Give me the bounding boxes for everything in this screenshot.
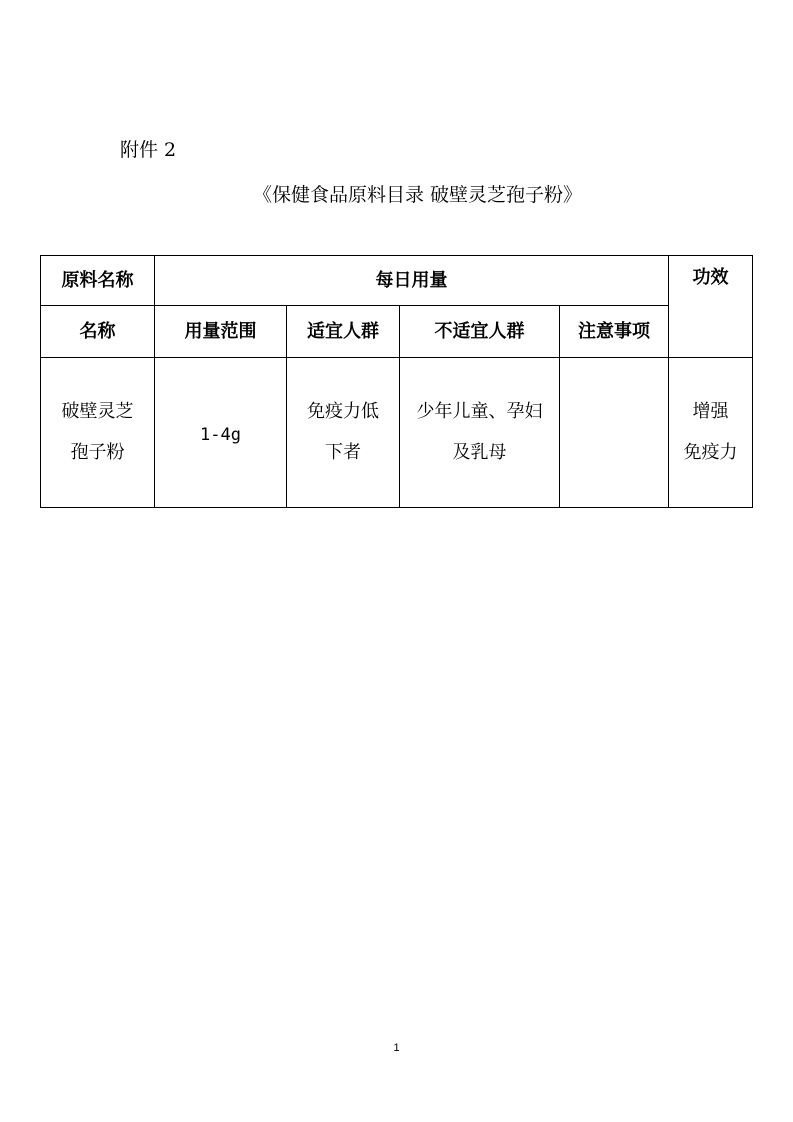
- cell-name-line1: 破壁灵芝: [61, 401, 134, 422]
- header-effect: 功效: [669, 256, 753, 358]
- cell-effect: [669, 358, 753, 508]
- attachment-label: 附件 2: [120, 139, 177, 161]
- cell-unsuitable-line1: 少年儿童、孕妇: [416, 401, 543, 422]
- table-header-row-1: [41, 256, 753, 306]
- table-row: [41, 358, 753, 508]
- ingredient-catalog-table: [40, 255, 753, 508]
- cell-unsuitable-line2: 及乳母: [452, 442, 507, 463]
- cell-dosage-range: 1-4g: [155, 358, 287, 508]
- cell-suitable-line1: 免疫力低: [307, 401, 379, 422]
- cell-unsuitable-people: [400, 358, 560, 508]
- header-material-name: 原料名称: [41, 256, 155, 306]
- cell-effect-line1: 增强: [692, 401, 729, 422]
- cell-suitable-line2: 下者: [325, 442, 361, 463]
- header-daily-amount: 每日用量: [155, 256, 669, 306]
- cell-suitable-people: [287, 358, 400, 508]
- header-unsuitable-people: 不适宜人群: [400, 306, 560, 358]
- table-header-row-2: [41, 306, 753, 358]
- cell-effect-line2: 免疫力: [683, 442, 738, 463]
- document-title: 《保健食品原料目录 破壁灵芝孢子粉》: [252, 184, 583, 206]
- header-dosage-range: 用量范围: [155, 306, 287, 358]
- cell-name-line2: 孢子粉: [70, 442, 125, 463]
- header-notes: 注意事项: [560, 306, 669, 358]
- cell-name: [41, 358, 155, 508]
- cell-notes: [560, 358, 669, 508]
- header-name: 名称: [41, 306, 155, 358]
- header-suitable-people: 适宜人群: [287, 306, 400, 358]
- page-number: 1: [393, 1042, 400, 1054]
